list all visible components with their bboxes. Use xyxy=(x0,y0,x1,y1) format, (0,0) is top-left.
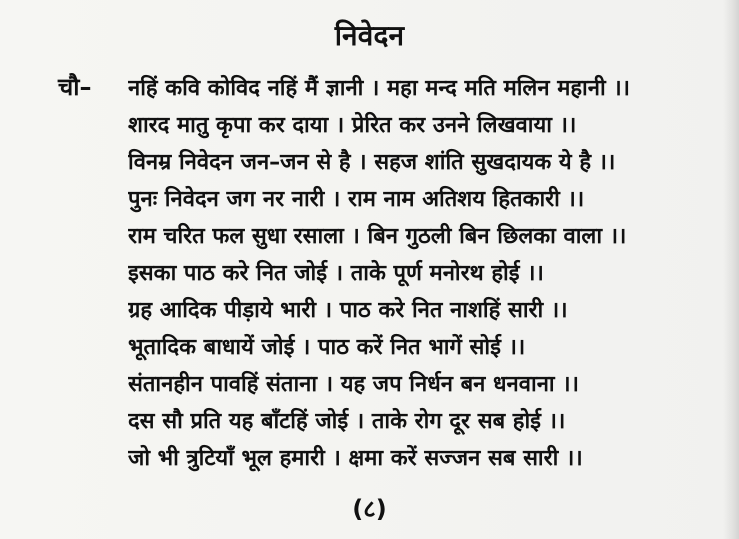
verse-line-9: संतानहीन पावहिं संताना । यह जप निर्धन बन धनवाना ।। xyxy=(128,372,579,397)
page-title: निवेदन xyxy=(334,19,405,52)
verse-line-2: शारद मातु कृपा कर दाया । प्रेरित कर उनने लिखवाया ।। xyxy=(128,113,577,138)
section-label: चौ– xyxy=(58,73,92,101)
verse-line-3: विनम्र निवेदन जन–जन से है । सहज शांति सुखदायक ये है ।। xyxy=(128,150,616,175)
verse-list xyxy=(128,70,708,477)
verse-line-8: भूतादिक बाधायें जोई । पाठ करें नित भागें सोई ।। xyxy=(128,335,526,360)
verse-line-6: इसका पाठ करे नित जोई । ताके पूर्ण मनोरथ होई ।। xyxy=(128,261,544,286)
verse-line-7: ग्रह आदिक पीड़ाये भारी । पाठ करे नित नाशहिं सारी ।। xyxy=(128,298,568,323)
verse-line-4: पुनः निवेदन जग नर नारी । राम नाम अतिशय हितकारी ।। xyxy=(128,187,585,212)
verse-line-11: जो भी त्रुटियाँ भूल हमारी । क्षमा करें सज्जन सब सारी ।। xyxy=(128,446,583,471)
verse-line-5: राम चरित फल सुधा रसाला । बिन गुठली बिन छिलका वाला ।। xyxy=(128,224,627,249)
verse-line-10: दस सौ प्रति यह बाँटहिं जोई । ताके रोग दूर सब होई ।। xyxy=(128,409,566,434)
page-edge-shadow xyxy=(723,0,739,539)
page-number: (८) xyxy=(352,495,387,523)
verse-line-1: नहिं कवि कोविद नहिं मैं ज्ञानी । महा मन्द मति मलिन महानी ।। xyxy=(128,76,630,101)
